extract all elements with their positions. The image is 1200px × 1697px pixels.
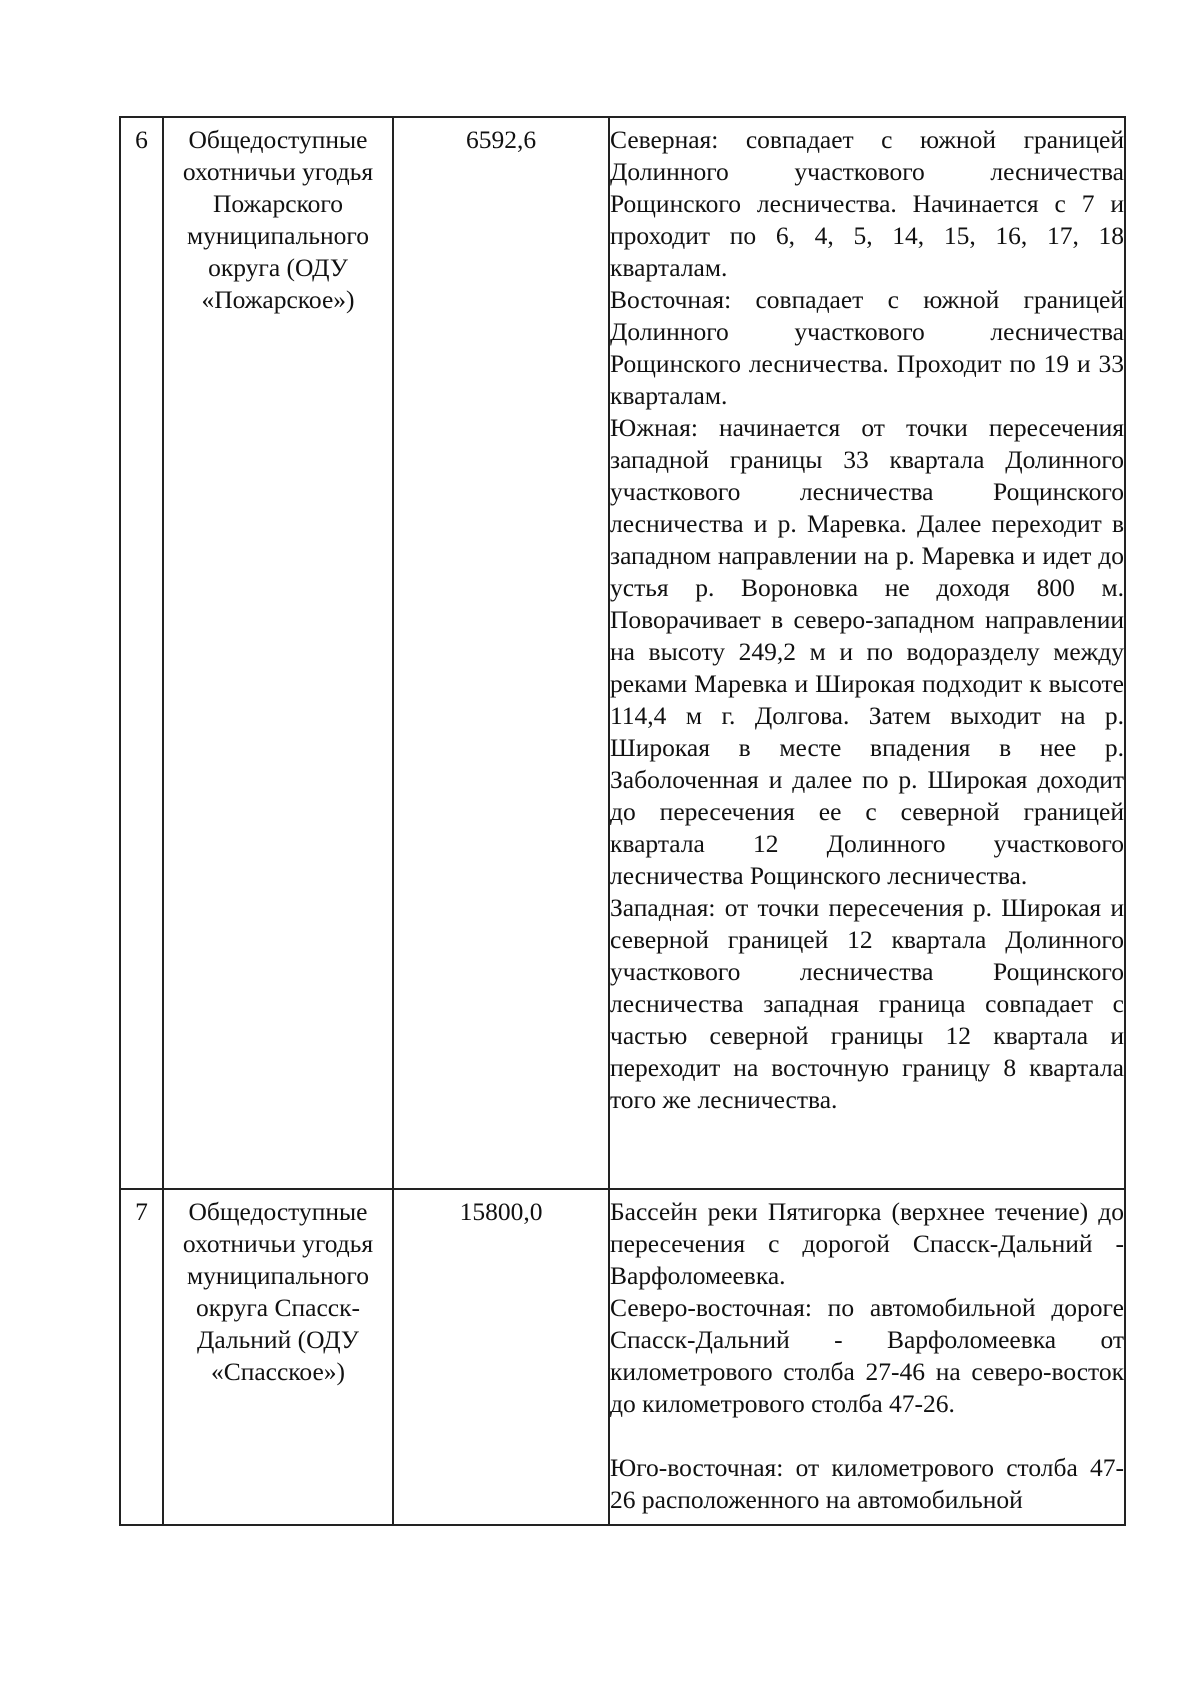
boundary-description	[609, 117, 1125, 1189]
boundary-east: Восточная: совпадает с южной границей Долинного участкового лесничества Рощинского лесничества. Проходит по 19 и 33 кварталам.	[610, 285, 1124, 410]
boundary-west: Западная: от точки пересечения р. Широкая и северной границей 12 квартала Долинного участкового лесничества Рощинского лесничества западная граница совпадает с частью северной границы 12 квартала и переходит на восточную границу 8 квартала того же лесничества.	[610, 893, 1124, 1114]
hunting-ground-area: 15800,0	[393, 1189, 609, 1525]
basin-description: Бассейн реки Пятигорка (верхнее течение) до пересечения с дорогой Спасск-Дальний - Варфоломеевка.	[610, 1197, 1124, 1290]
paragraph-gap	[610, 1420, 1124, 1452]
hunting-ground-name: Общедоступные охотничьи угодья муниципального округа Спасск-Дальний (ОДУ «Спасское»)	[163, 1189, 393, 1525]
table-row	[120, 117, 1125, 1189]
boundary-northeast: Северо-восточная: по автомобильной дороге Спасск-Дальний - Варфоломеевка от километрового столба 27-46 на северо-восток до километрового столба 47-26.	[610, 1293, 1124, 1418]
hunting-ground-name: Общедоступные охотничьи угодья Пожарского муниципального округа (ОДУ «Пожарское»)	[163, 117, 393, 1189]
table-row	[120, 1189, 1125, 1525]
row-number: 7	[120, 1189, 163, 1525]
row-number: 6	[120, 117, 163, 1189]
boundary-description	[609, 1189, 1125, 1525]
boundary-south: Южная: начинается от точки пересечения западной границы 33 квартала Долинного участкового лесничества Рощинского лесничества и р. Маревка. Далее переходит в западном направлении на р. Маревка и идет до устья р. Вороновка не доходя 800 м. Поворачивает в северо-западном направлении на высоту 249,2 м и по водоразделу между реками Маревка и Широкая подходит к высоте 114,4 м г. Долгова. Затем выходит на р. Широкая в месте впадения в нее р. Заболоченная и далее по р. Широкая доходит до пересечения ее с северной границей квартала 12 Долинного участкового лесничества Рощинского лесничества.	[610, 413, 1124, 890]
boundary-southeast: Юго-восточная: от километрового столба 47-26 расположенного на автомобильной	[610, 1453, 1124, 1514]
boundary-north: Северная: совпадает с южной границей Долинного участкового лесничества Рощинского лесничества. Начинается с 7 и проходит по 6, 4, 5, 14, 15, 16, 17, 18 кварталам.	[610, 125, 1124, 282]
hunting-ground-area: 6592,6	[393, 117, 609, 1189]
hunting-grounds-table	[119, 116, 1126, 1526]
